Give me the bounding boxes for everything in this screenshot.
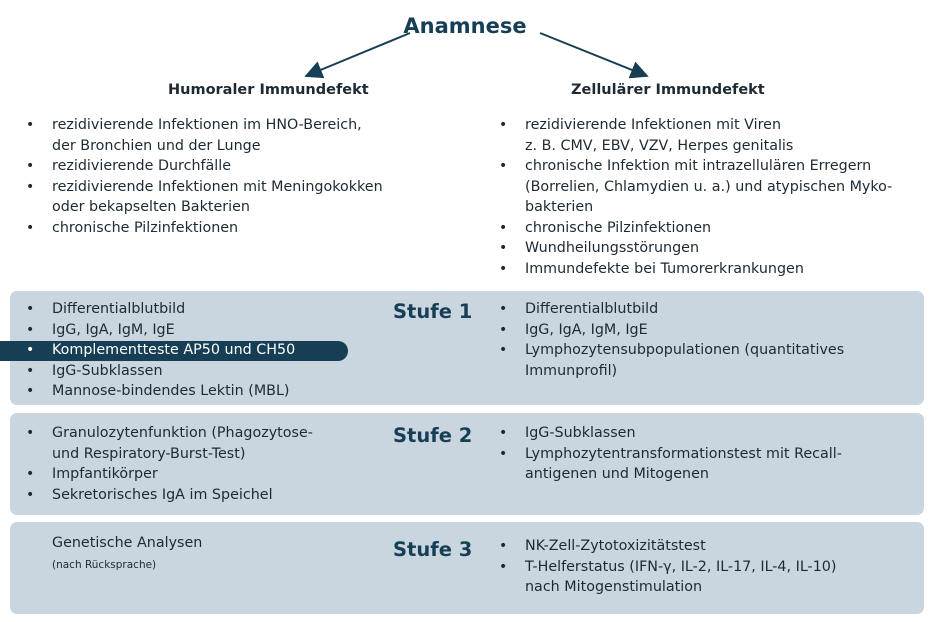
stage1-humoral-list (24, 299, 295, 402)
list-item: und Respiratory-Burst-Test) (52, 445, 246, 462)
list-item: z. B. CMV, EBV, VZV, Herpes genitalis (525, 137, 794, 154)
cellular-anamnesis-list (497, 115, 892, 279)
page-title: Anamnese (403, 14, 527, 38)
list-item: Immunprofil) (525, 362, 618, 379)
list-item: • NK-Zell-Zytotoxizitätstest (499, 538, 706, 554)
list-item: • IgG, IgA, IgM, IgE (26, 321, 175, 338)
list-item: • rezidivierende Infektionen im HNO-Bereich, (26, 117, 362, 133)
list-item: der Bronchien und der Lunge (52, 137, 261, 154)
list-item: • rezidivierende Durchfälle (26, 158, 232, 174)
list-item: • Differentialblutbild (499, 301, 659, 317)
list-item: antigenen und Mitogenen (525, 466, 709, 482)
list-item: • rezidivierende Infektionen mit Meningokokken (26, 178, 383, 195)
list-item: • Immundefekte bei Tumorerkrankungen (499, 260, 804, 277)
list-item: • chronische Pilzinfektionen (26, 219, 239, 236)
stage1-cellular-list (497, 299, 844, 381)
list-item: • chronische Pilzinfektionen (499, 219, 712, 236)
stage3-cellular-list (497, 536, 836, 598)
list-item: • chronische Infektion mit intrazellulären Erregern (499, 158, 872, 174)
list-item: • Wundheilungsstörungen (499, 240, 700, 256)
humoral-heading: Humoraler Immundefekt (168, 82, 369, 98)
list-item: • Impfantikörper (26, 466, 158, 482)
humoral-anamnesis-list (24, 115, 383, 238)
genetic-analysis-text: Genetische Analysen (52, 535, 203, 551)
list-item: • rezidivierende Infektionen mit Viren (499, 117, 782, 133)
stage2-cellular-list (497, 423, 842, 485)
stage2-humoral-list (24, 423, 313, 505)
list-item: • Granulozytenfunktion (Phagozytose- (26, 425, 313, 441)
list-item: • T-Helferstatus (IFN-γ, IL-2, IL-17, IL-4, IL-10) (499, 558, 837, 575)
list-item: • Mannose-bindendes Lektin (MBL) (26, 383, 290, 399)
stage1-label: Stufe 1 (393, 300, 473, 323)
arrow-right (540, 33, 647, 76)
list-item: • IgG, IgA, IgM, IgE (499, 321, 648, 338)
list-item: nach Mitogenstimulation (525, 579, 703, 595)
list-item: bakterien (525, 199, 594, 215)
list-item: • Differentialblutbild (26, 301, 186, 317)
list-item-highlighted: • Komplementteste AP50 und CH50 (26, 342, 296, 358)
list-item: • IgG-Subklassen (499, 425, 636, 441)
list-item: • Lymphozytensubpopulationen (quantitatives (499, 342, 845, 358)
list-item: oder bekapselten Bakterien (52, 199, 250, 215)
genetic-analysis-note: (nach Rücksprache) (52, 559, 157, 571)
list-item: (Borrelien, Chlamydien u. a.) und atypischen Myko- (525, 178, 893, 195)
list-item: • IgG-Subklassen (26, 362, 163, 379)
list-item: • Sekretorisches IgA im Speichel (26, 486, 273, 503)
stage3-label: Stufe 3 (393, 538, 473, 561)
arrow-left (306, 33, 410, 76)
list-item: • Lymphozytentransformationstest mit Recall- (499, 445, 842, 462)
stage2-label: Stufe 2 (393, 424, 473, 447)
cellular-heading: Zellulärer Immundefekt (571, 82, 765, 98)
